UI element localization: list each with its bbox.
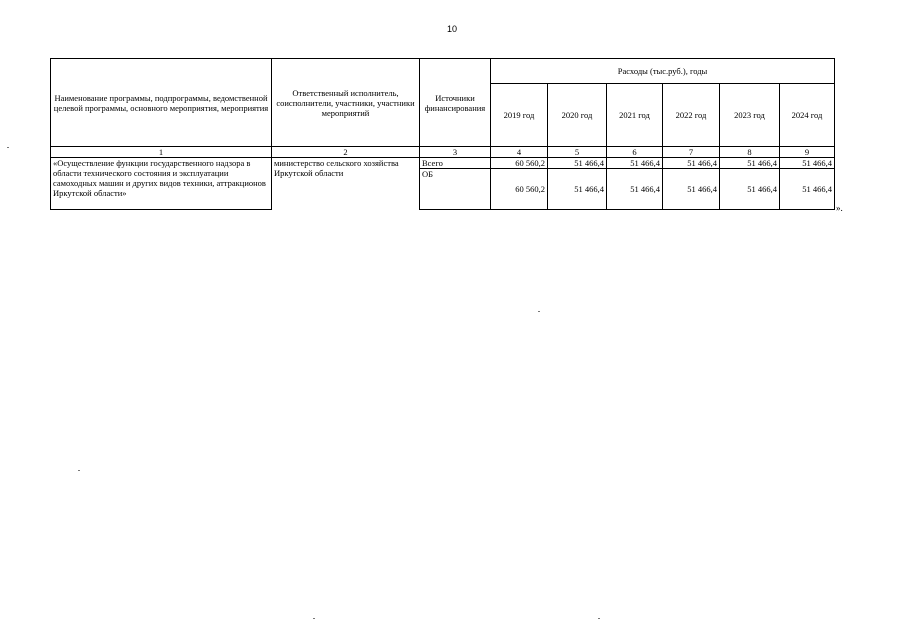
column-number: 4: [491, 147, 548, 158]
value-cell: 51 466,4: [607, 158, 663, 169]
header-year: 2024 год: [780, 84, 835, 147]
column-number: 2: [272, 147, 420, 158]
scan-speck: [598, 618, 600, 619]
scan-speck: [313, 618, 315, 619]
closing-quote: ».: [836, 203, 843, 213]
header-year: 2022 год: [663, 84, 720, 147]
column-number: 1: [51, 147, 272, 158]
value-cell: 51 466,4: [720, 169, 780, 210]
column-number: 6: [607, 147, 663, 158]
value-cell: 51 466,4: [780, 169, 835, 210]
value-cell: 51 466,4: [780, 158, 835, 169]
value-cell: 51 466,4: [548, 169, 607, 210]
header-year: 2020 год: [548, 84, 607, 147]
value-cell: 60 560,2: [491, 169, 548, 210]
source-label: ОБ: [420, 169, 491, 210]
value-cell: 51 466,4: [720, 158, 780, 169]
column-number: 7: [663, 147, 720, 158]
value-cell: 51 466,4: [607, 169, 663, 210]
column-number: 9: [780, 147, 835, 158]
header-year: 2021 год: [607, 84, 663, 147]
column-number: 5: [548, 147, 607, 158]
scan-speck: [78, 470, 80, 471]
expenses-table: [50, 58, 835, 210]
header-program-name: Наименование программы, подпрограммы, ведомственной целевой программы, основного мероприятия, мероприятия: [51, 59, 272, 147]
value-cell: 51 466,4: [663, 158, 720, 169]
column-number: 8: [720, 147, 780, 158]
responsible-executor: министерство сельского хозяйства Иркутской области: [272, 158, 420, 210]
header-funding-sources: Источники финансирования: [420, 59, 491, 147]
source-label: Всего: [420, 158, 491, 169]
value-cell: 51 466,4: [548, 158, 607, 169]
header-executor: Ответственный исполнитель, соисполнители, участники, участники мероприятий: [272, 59, 420, 147]
column-number: 3: [420, 147, 491, 158]
page-number: 10: [446, 24, 457, 34]
scan-speck: [538, 311, 540, 312]
header-expenses-group: Расходы (тыс.руб.), годы: [491, 59, 835, 84]
value-cell: 60 560,2: [491, 158, 548, 169]
activity-name: «Осуществление функции государственного надзора в области технического состояния и эксплуатации самоходных машин и других видов техники, аттракционов Иркутской области»: [51, 158, 272, 210]
header-year: 2019 год: [491, 84, 548, 147]
header-year: 2023 год: [720, 84, 780, 147]
scan-speck: [7, 147, 9, 148]
value-cell: 51 466,4: [663, 169, 720, 210]
